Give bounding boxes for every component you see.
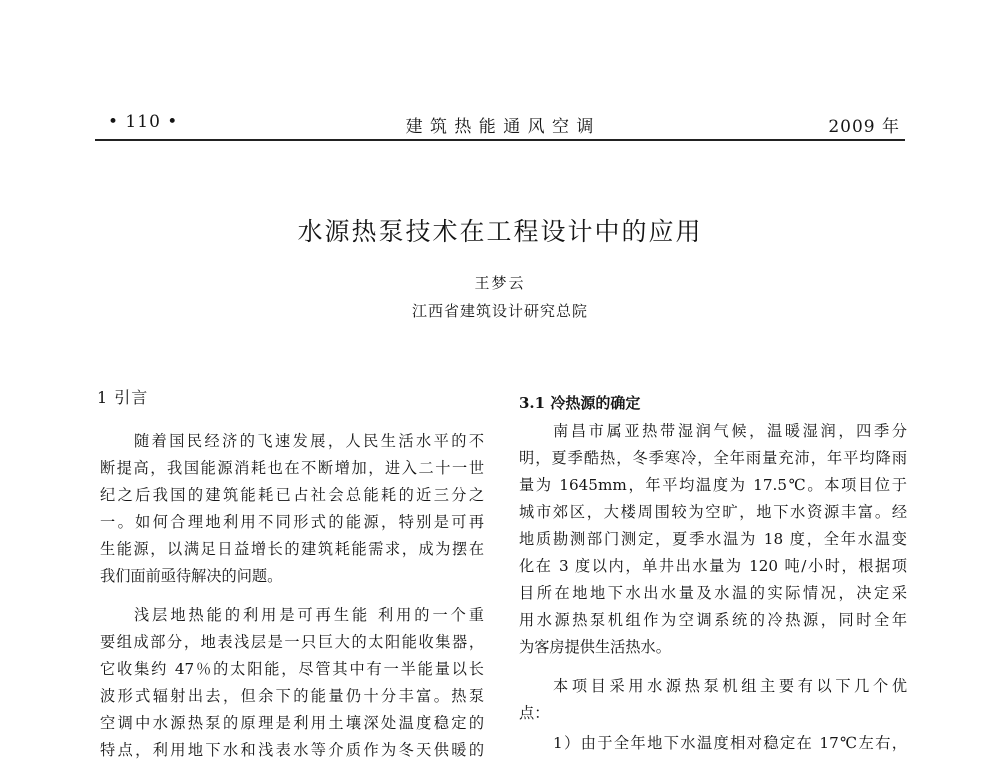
paragraph-line: 化在 3 度以内，单井出水量为 120 吨/小时，根据项: [519, 557, 907, 575]
paragraph-line: 量为 1645mm，年平均温度为 17.5℃。本项目位于: [519, 476, 907, 494]
paragraph-line: 明，夏季酷热，冬季寒冷，全年雨量充沛，年平均降雨: [519, 449, 907, 467]
paragraph-line: 地质勘测部门测定，夏季水温为 18 度，全年水温变: [519, 530, 907, 548]
paragraph-line: 目所在地地下水出水量及水温的实际情况，决定采: [519, 584, 907, 602]
paragraph-line: 随着国民经济的飞速发展，人民生活水平的不: [134, 432, 484, 450]
paragraph-line: 我们面前亟待解决的问题。: [100, 567, 283, 585]
paragraph-line: 断提高，我国能源消耗也在不断增加，进入二十一世: [100, 459, 484, 477]
publication-year: 2009 年: [828, 117, 900, 137]
section-heading: 1 引言: [97, 388, 149, 407]
paragraph-line: 纪之后我国的建筑能耗已占社会总能耗的近三分之: [100, 486, 484, 504]
paragraph-line: 1）由于全年地下水温度相对稳定在 17℃左右，: [553, 734, 907, 752]
paragraph-line: 特点，利用地下水和浅表水等介质作为冬天供暖的: [100, 741, 484, 759]
page-number: • 110 •: [108, 112, 179, 132]
paragraph-line: 用水源热泵机组作为空调系统的冷热源，同时全年: [519, 611, 907, 629]
paragraph-line: 点：: [519, 704, 550, 722]
author-name: 王梦云: [474, 274, 526, 292]
paragraph-line: 城市郊区，大楼周围较为空旷，地下水资源丰富。经: [519, 503, 907, 521]
author-affiliation: 江西省建筑设计研究总院: [411, 302, 588, 320]
paragraph-line: 为客房提供生活热水。: [519, 638, 671, 656]
article-title: 水源热泵技术在工程设计中的应用: [297, 217, 703, 246]
paragraph-line: 南昌市属亚热带湿润气候，温暖湿润，四季分: [553, 422, 907, 440]
paragraph-line: 浅层地热能的利用是可再生能 利用的一个重: [134, 606, 484, 624]
paragraph-line: 一。如何合理地利用不同形式的能源，特别是可再: [100, 513, 484, 531]
header-rule: [95, 139, 905, 141]
paragraph-line: 波形式辐射出去，但余下的能量仍十分丰富。热泵: [100, 687, 484, 705]
paragraph-line: 生能源，以满足日益增长的建筑耗能需求，成为摆在: [100, 540, 484, 558]
subsection-heading: 3.1 冷热源的确定: [519, 394, 641, 412]
paragraph-line: 要组成部分，地表浅层是一只巨大的太阳能收集器，: [100, 633, 484, 651]
paragraph-line: 它收集约 47％的太阳能，尽管其中有一半能量以长: [100, 660, 484, 678]
paragraph-line: 本项目采用水源热泵机组主要有以下几个优: [553, 677, 907, 695]
journal-name: 建 筑 热 能 通 风 空 调: [405, 117, 595, 137]
paragraph-line: 空调中水源热泵的原理是利用土壤深处温度稳定的: [100, 714, 484, 732]
